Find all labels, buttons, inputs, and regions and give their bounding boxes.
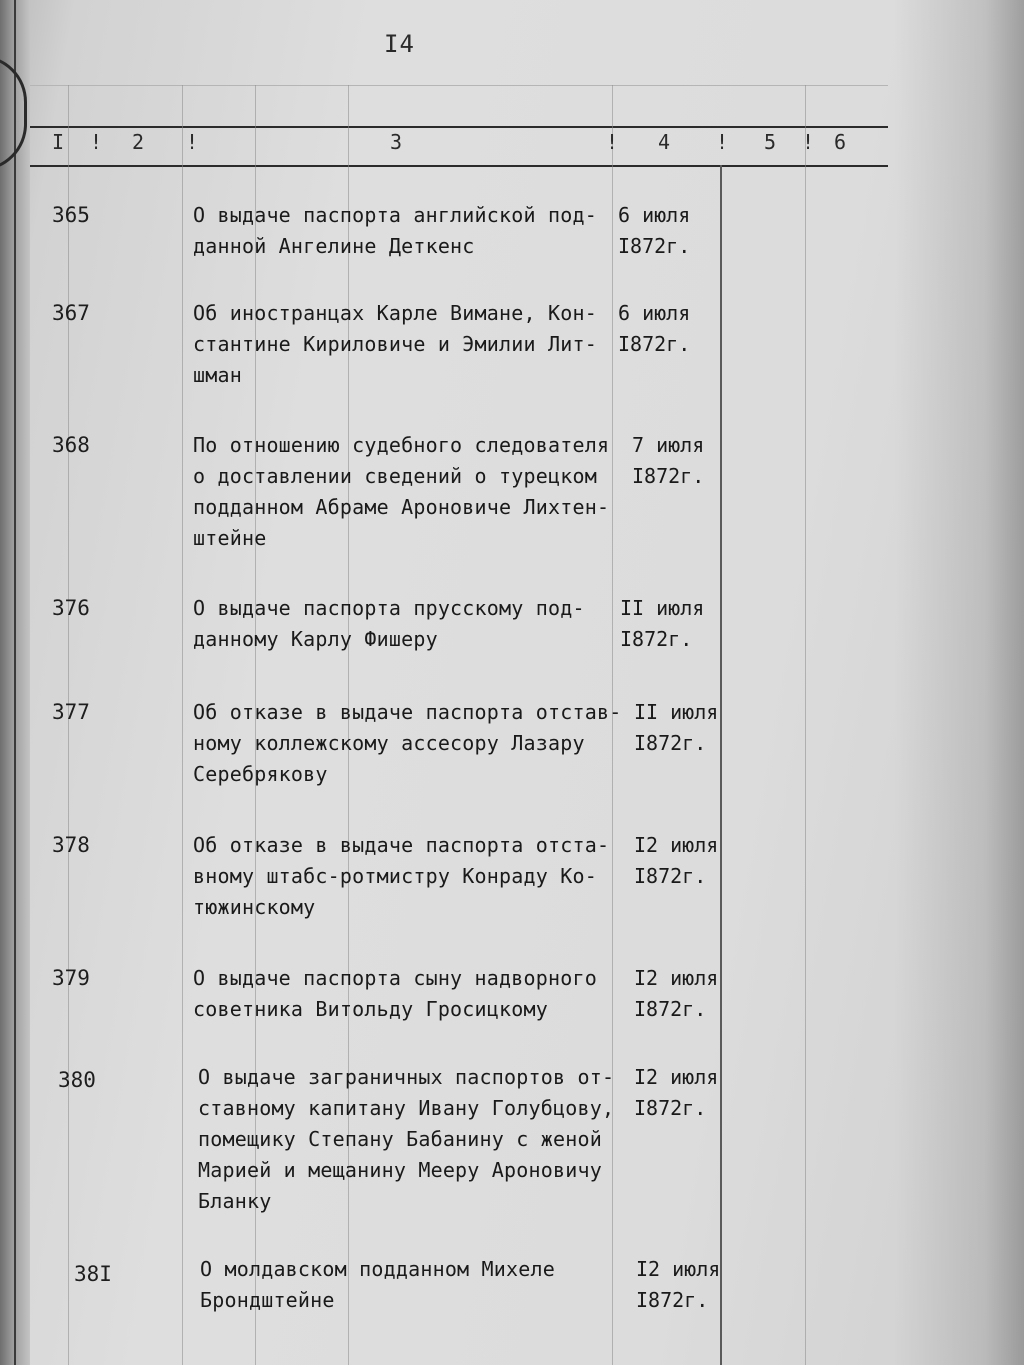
header-rule-top <box>30 126 888 128</box>
entry-number: 365 <box>52 203 90 227</box>
entry-number: 368 <box>52 433 90 457</box>
entry-date: 6 июля I872г. <box>618 203 691 258</box>
entry-date: I2 июля I872г. <box>636 1257 721 1312</box>
header-col-5: 5 <box>764 130 777 154</box>
column-divider <box>805 85 806 1365</box>
header-separator: ! <box>606 130 619 154</box>
column-divider-date <box>720 165 722 1365</box>
page-edge-shadow <box>894 0 1024 1365</box>
entry-title: О выдаче паспорта английской под- данной Ангелине Деткенс <box>193 203 597 258</box>
entry-date: II июля I872г. <box>620 596 705 651</box>
entry-date: I2 июля I872г. <box>634 1065 719 1120</box>
entry-date: I2 июля I872г. <box>634 833 719 888</box>
header-col-3: 3 <box>390 130 403 154</box>
entry-number: 378 <box>52 833 90 857</box>
header-separator: ! <box>186 130 199 154</box>
header-separator: ! <box>802 130 815 154</box>
entry-title: Об иностранцах Карле Вимане, Кон- стантине Кириловиче и Эмилии Лит- шман <box>193 301 597 387</box>
entry-title: Об отказе в выдаче паспорта отстав- ному коллежскому ассесору Лазару Серебрякову <box>193 700 622 786</box>
header-separator: ! <box>716 130 729 154</box>
header-separator: ! <box>90 130 103 154</box>
entry-title: О молдавском подданном Михеле Брондштейне <box>200 1257 555 1312</box>
entry-number: 379 <box>52 966 90 990</box>
header-rule-bottom <box>30 165 888 167</box>
entry-title: О выдаче паспорта сыну надворного советника Витольду Гросицкому <box>193 966 597 1021</box>
entry-number: 367 <box>52 301 90 325</box>
entry-date: 6 июля I872г. <box>618 301 691 356</box>
entry-title: О выдаче паспорта прусскому под- данному Карлу Фишеру <box>193 596 585 651</box>
entry-date: 7 июля I872г. <box>632 433 705 488</box>
entry-date: II июля I872г. <box>634 700 719 755</box>
header-col-2: 2 <box>132 130 145 154</box>
page-number: I4 <box>384 30 415 58</box>
header-col-6: 6 <box>834 130 847 154</box>
entry-number: 376 <box>52 596 90 620</box>
column-divider <box>68 85 69 1365</box>
header-col-4: 4 <box>658 130 671 154</box>
entry-number: 38I <box>74 1262 112 1286</box>
faint-header-rule <box>30 85 888 86</box>
entry-number: 377 <box>52 700 90 724</box>
entry-title: Об отказе в выдаче паспорта отста- вному штабс-ротмистру Конраду Ко- тюжинскому <box>193 833 610 919</box>
entry-title: По отношению судебного следователя о доставлении сведений о турецком подданном Абраме Ароновиче Лихтен- штейне <box>193 433 610 550</box>
header-col-1: I <box>52 130 65 154</box>
entry-date: I2 июля I872г. <box>634 966 719 1021</box>
binding-line <box>14 0 16 1365</box>
entry-number: 380 <box>58 1068 96 1092</box>
column-divider <box>182 85 183 1365</box>
entry-title: О выдаче заграничных паспортов от- ставному капитану Ивану Голубцову, помещику Степану Бабанину с женой Марией и мещанину Мееру Ароновичу Бланку <box>198 1065 615 1213</box>
